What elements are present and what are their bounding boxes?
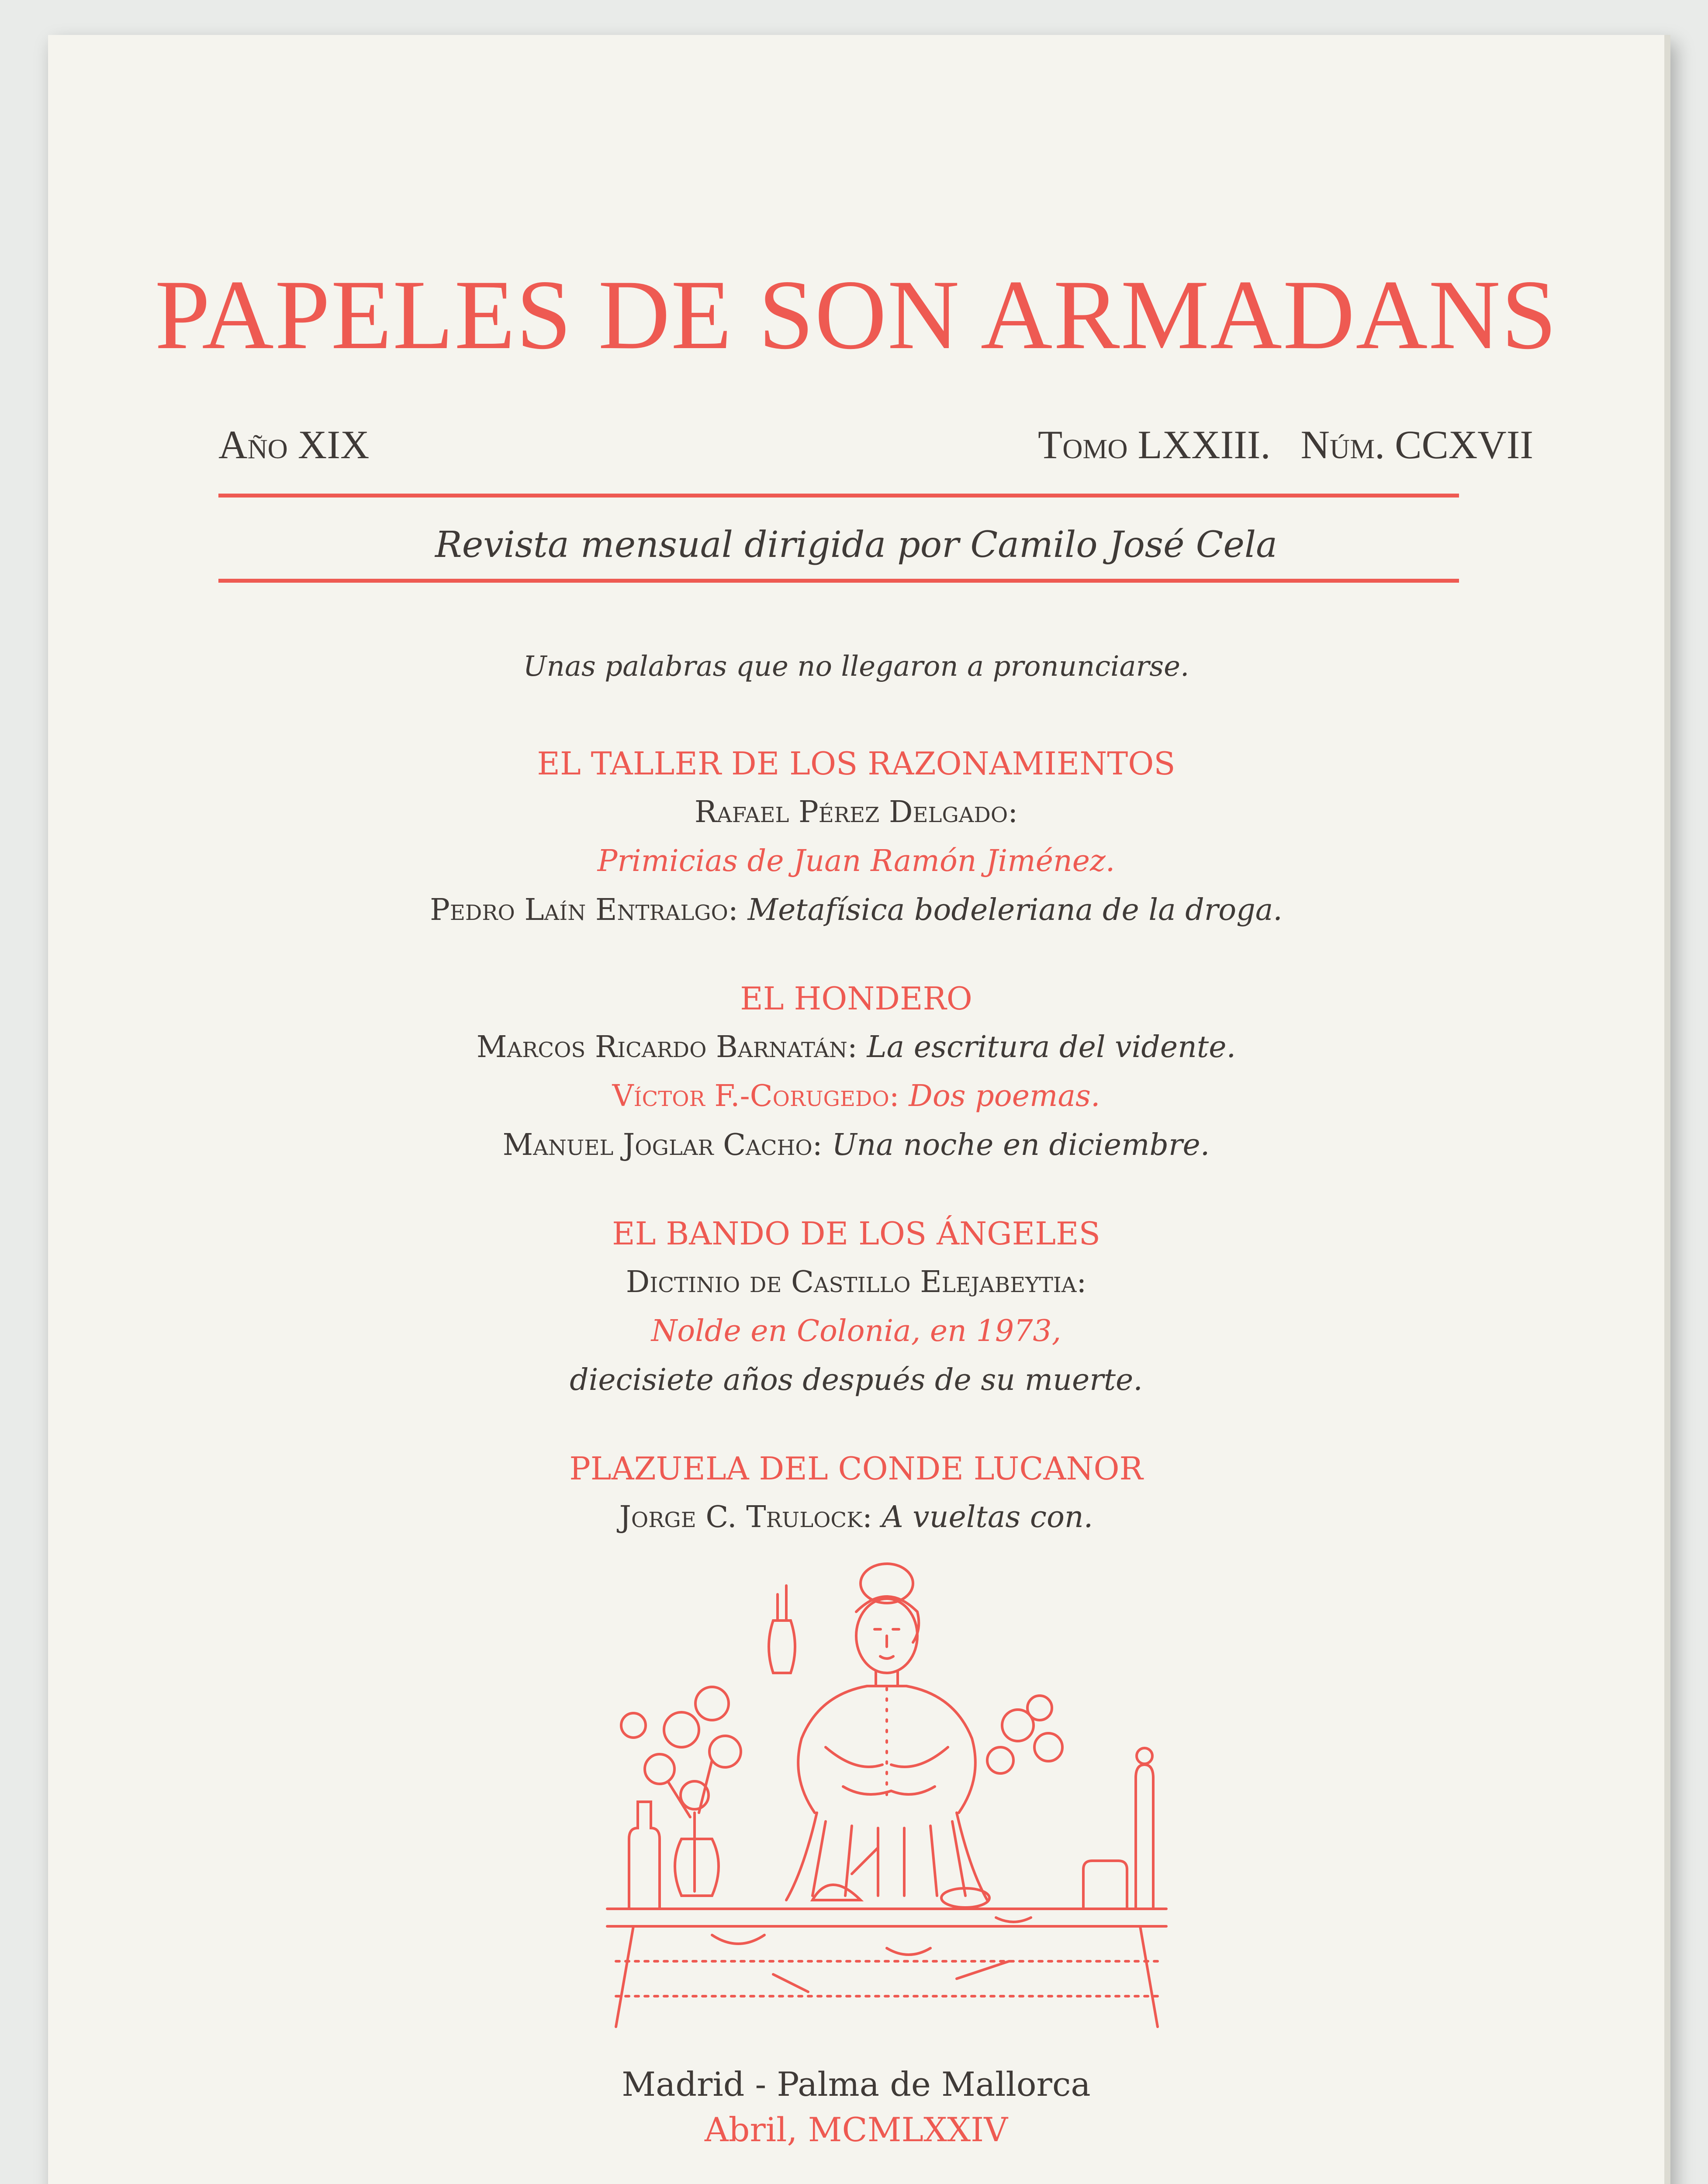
- toc-entry: [48, 1121, 1664, 1170]
- section-heading: EL BANDO DE LOS ÁNGELES: [612, 1215, 1100, 1252]
- entry-work: Primicias de Juan Ramón Jiménez.: [597, 844, 1115, 878]
- entry-work: Nolde en Colonia, en 1973,: [651, 1314, 1061, 1348]
- entry-author: Marcos Ricardo Barnatán:: [476, 1030, 857, 1064]
- toc-entry: [48, 886, 1664, 935]
- entry-author: Manuel Joglar Cacho:: [502, 1128, 823, 1162]
- toc-entry: [48, 1258, 1664, 1307]
- volume-number: [1038, 422, 1533, 468]
- place-line: Madrid - Palma de Mallorca: [622, 2065, 1091, 2104]
- toc-entry: [48, 837, 1664, 886]
- toc-entry: [48, 1307, 1664, 1356]
- year-label: Año XIX: [218, 422, 370, 467]
- date-line: [48, 2107, 1664, 2153]
- intro-line: Unas palabras que no llegaron a pronunciarse.: [523, 650, 1189, 683]
- issue-number: Núm. CCXVII: [1300, 422, 1533, 467]
- entry-work: diecisiete años después de su muerte.: [570, 1363, 1143, 1397]
- magazine-title: PAPELES DE SON ARMADANS: [155, 260, 1558, 370]
- table-of-contents: [48, 642, 1664, 1542]
- toc-entry: [48, 1493, 1664, 1542]
- toc-entry: [48, 1023, 1664, 1072]
- entry-author: Jorge C. Trulock:: [619, 1500, 872, 1534]
- section-heading: PLAZUELA DEL CONDE LUCANOR: [569, 1450, 1143, 1487]
- entry-work: La escritura del vidente.: [867, 1030, 1236, 1064]
- entry-author: Rafael Pérez Delgado:: [694, 795, 1018, 829]
- magazine-cover: [48, 35, 1670, 2184]
- toc-entry: [48, 788, 1664, 837]
- top-rule: [218, 494, 1459, 498]
- toc-entry: [48, 1356, 1664, 1405]
- entry-work: Metafísica bodeleriana de la droga.: [747, 893, 1283, 927]
- entry-author: Pedro Laín Entralgo:: [430, 893, 738, 927]
- magazine-subtitle: Revista mensual dirigida por Camilo José Cela: [435, 524, 1277, 566]
- entry-work: Una noche en diciembre.: [832, 1128, 1210, 1162]
- bottom-rule: [218, 579, 1459, 583]
- woman-at-table-illustration: [581, 1542, 1193, 2066]
- section-heading: EL TALLER DE LOS RAZONAMIENTOS: [537, 745, 1176, 782]
- entry-work: A vueltas con.: [882, 1500, 1093, 1534]
- section-heading: EL HONDERO: [740, 980, 972, 1017]
- toc-entry: [48, 1072, 1664, 1121]
- date-year: MCMLXXIV: [808, 2110, 1008, 2149]
- imprint: [48, 2062, 1664, 2153]
- entry-work: Dos poemas.: [909, 1079, 1100, 1113]
- date-month: Abril,: [704, 2110, 798, 2149]
- entry-author: Dictinio de Castillo Elejabeytia:: [626, 1265, 1087, 1299]
- entry-author: Víctor F.-Corugedo:: [612, 1079, 899, 1113]
- volume-label: Tomo LXXIII.: [1038, 422, 1271, 467]
